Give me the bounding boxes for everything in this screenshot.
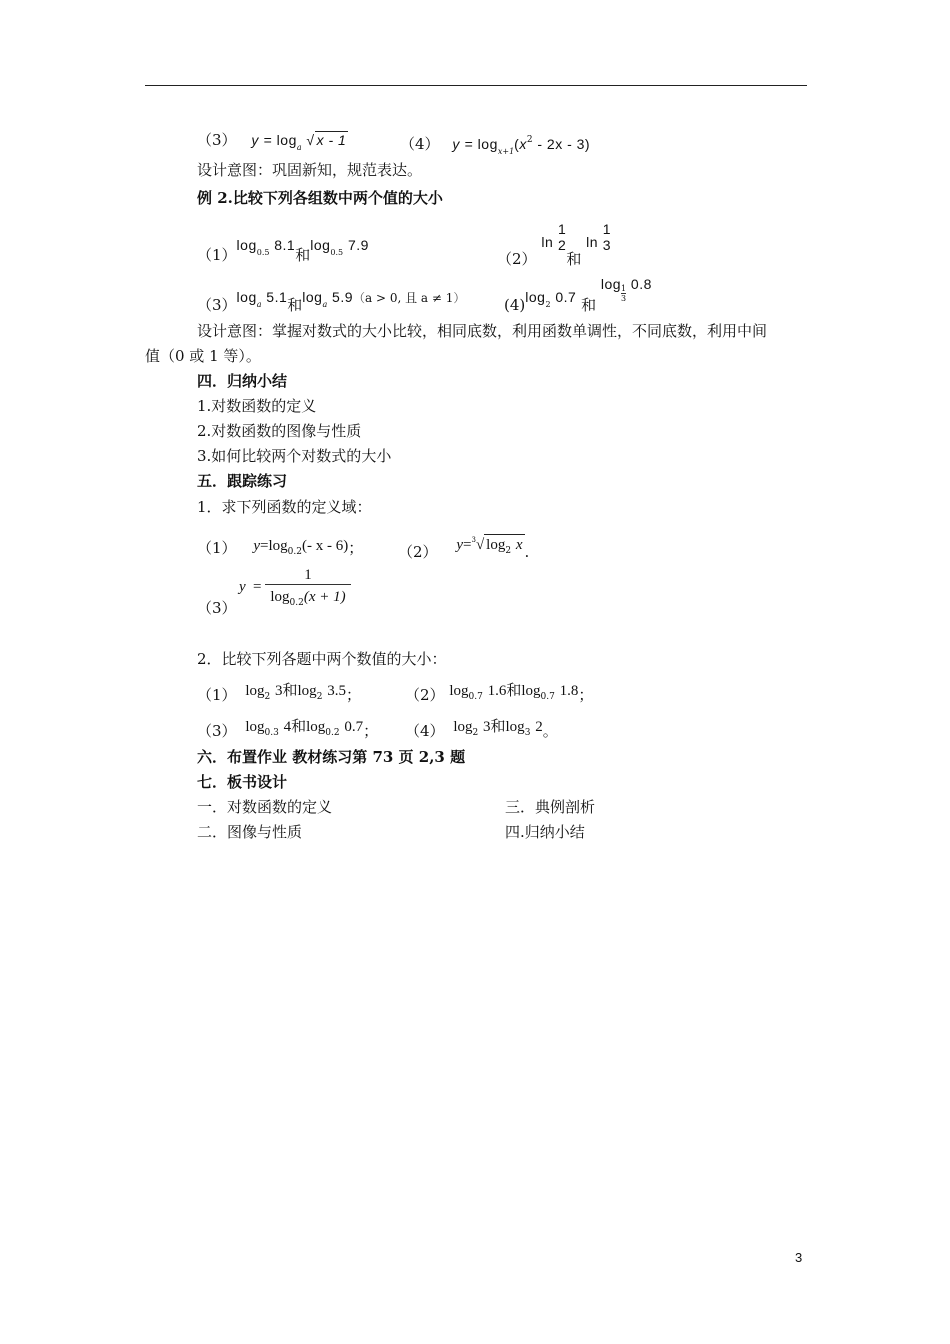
summary-item: 2.对数函数的图像与性质	[197, 422, 362, 440]
log-base: a	[296, 143, 302, 152]
var-y: y	[456, 537, 463, 553]
log-compare: 4和log	[283, 719, 326, 735]
sqrt-icon: √	[306, 132, 315, 148]
log-compare: 3和log	[275, 683, 317, 699]
item-label: （3）	[197, 599, 237, 617]
practice-p1-title: 1．求下列函数的定义域：	[197, 498, 372, 516]
var-y: y	[239, 579, 246, 595]
ln-text: ln	[541, 233, 554, 250]
separator: ；	[345, 686, 361, 704]
practice-p2-2	[405, 680, 593, 707]
sqrt-icon: √	[475, 537, 485, 553]
log-compare: 1.6和log	[487, 683, 541, 699]
log-value: 2	[535, 719, 543, 735]
page-number: 3	[795, 1250, 803, 1265]
denominator: 2	[558, 237, 567, 253]
ex2-q3	[197, 287, 465, 315]
item-label: （4）	[405, 722, 445, 740]
log-base: 0.7	[540, 692, 555, 702]
log-text: log	[236, 289, 257, 305]
fraction	[265, 566, 351, 614]
log-text: log	[236, 237, 257, 253]
log-text: log	[270, 589, 290, 605]
condition: a > 0, 且 a ≠ 1	[365, 291, 454, 305]
separator: ；	[363, 722, 379, 740]
board-cell: 三．典例剖析	[505, 798, 596, 816]
log-base: 3	[524, 728, 531, 738]
log-base: 2	[545, 300, 551, 309]
log-text: log	[525, 289, 546, 305]
log-text: log	[486, 537, 506, 553]
log-text: = log	[464, 136, 498, 152]
ex2-q4	[504, 274, 652, 314]
and-word: 和	[566, 249, 582, 268]
ln-text: ln	[586, 233, 599, 250]
separator: ；	[578, 686, 594, 704]
log-base-fraction	[621, 284, 626, 303]
log-base: a	[322, 300, 328, 309]
board-title: 七．板书设计	[197, 773, 288, 791]
item-label: （2）	[405, 686, 445, 704]
fraction	[558, 222, 566, 253]
log-text: log	[449, 683, 469, 699]
log-text: = log	[263, 132, 297, 148]
var-y: y	[253, 538, 260, 554]
ex2-intent-line1: 设计意图：掌握对数式的大小比较，相同底数，利用函数单调性，不同底数，利用中间	[197, 322, 768, 340]
and-word: 和	[295, 246, 311, 264]
log-base: 0.7	[468, 692, 483, 702]
numerator: 1	[602, 221, 612, 237]
log-text: log	[453, 719, 473, 735]
period: .	[524, 543, 530, 561]
log-base: 2	[505, 546, 512, 556]
equals: =	[463, 537, 472, 553]
log-value: 5.9	[332, 289, 353, 305]
root-index: 3	[471, 536, 476, 544]
separator: 。	[542, 722, 558, 740]
log-value: 0.8	[630, 276, 652, 292]
denominator	[265, 584, 351, 614]
practice-p2-title: 2．比较下列各题中两个数值的大小：	[197, 650, 447, 668]
log-base: 0.2	[289, 598, 304, 608]
denominator: 3	[621, 294, 627, 303]
log-base: 0.5	[330, 248, 344, 257]
summary-item: 3.如何比较两个对数式的大小	[197, 447, 392, 465]
log-base: 0.2	[287, 547, 302, 557]
log-text: log	[310, 237, 331, 253]
log-value: 1.8	[559, 683, 579, 699]
item-label: （3）	[197, 296, 237, 314]
item-label: （1）	[197, 686, 237, 704]
item-label: （1）	[197, 539, 237, 557]
var-x: x	[515, 537, 523, 553]
log-text: log	[302, 289, 323, 305]
item-label: （2）	[398, 543, 438, 561]
ex2-q2	[497, 221, 612, 268]
practice-p1-1	[197, 535, 363, 562]
and-word: 和	[287, 296, 303, 314]
exponent: 2	[526, 135, 533, 145]
separator: ；	[348, 539, 364, 557]
expr-rest: - 2x - 3)	[537, 136, 591, 152]
and-word: 和	[581, 296, 597, 314]
var-y: y	[452, 136, 460, 152]
board-cell: 一．对数函数的定义	[197, 798, 333, 816]
log-value: 5.1	[266, 289, 288, 305]
paren: (	[514, 136, 520, 152]
log-value: 0.7	[555, 289, 577, 305]
log-text: log	[600, 276, 622, 292]
practice-p2-4	[405, 716, 558, 743]
var-x: x	[519, 136, 527, 152]
log-base: x+1	[497, 147, 515, 156]
practice-p2-3	[197, 716, 378, 743]
numerator: 1	[621, 284, 627, 293]
log-base: a	[256, 300, 262, 309]
log-base: 2	[316, 692, 323, 702]
item-label: （1）	[197, 246, 237, 264]
log-text: log	[245, 683, 265, 699]
practice-p1-2	[398, 530, 529, 561]
fraction	[603, 222, 611, 253]
summary-item: 1.对数函数的定义	[197, 397, 317, 415]
equals: =	[253, 579, 262, 595]
log-value: 0.7	[344, 719, 364, 735]
ex2-q1	[197, 235, 369, 263]
log-base: 0.2	[325, 728, 340, 738]
item-label: （3）	[197, 131, 237, 149]
var-y: y	[251, 132, 259, 148]
log-base: 2	[472, 728, 479, 738]
board-cell: 二．图像与性质	[197, 823, 303, 841]
log-argument: (x + 1)	[303, 589, 346, 605]
homework: 六．布置作业 教材练习第 73 页 2,3 题	[197, 748, 466, 766]
paren: （	[353, 291, 366, 305]
radicand: x - 1	[316, 132, 347, 148]
log-base: 0.3	[264, 728, 279, 738]
board-cell: 四.归纳小结	[505, 823, 585, 841]
log-value: 8.1	[274, 237, 296, 253]
log-text: log	[245, 719, 265, 735]
item-label: （2）	[497, 249, 537, 268]
log-text: =log	[260, 538, 288, 554]
item-label: （4）	[400, 135, 440, 153]
log-base: 0.5	[256, 248, 270, 257]
summary-title: 四．归纳小结	[197, 372, 288, 390]
log-value: 3.5	[327, 683, 346, 699]
ex1-item4	[400, 130, 590, 162]
paren: ）	[453, 291, 466, 305]
item-label: （3）	[197, 722, 237, 740]
ex2-title: 例 2.比较下列各组数中两个值的大小	[197, 189, 443, 207]
log-base: 2	[264, 692, 271, 702]
denominator: 3	[602, 237, 612, 253]
item-label: (4)	[504, 296, 526, 314]
ex1-item3	[197, 130, 348, 158]
numerator: 1	[558, 221, 567, 237]
header-rule	[145, 85, 807, 86]
ex2-intent-line2: 值（0 或 1 等）。	[145, 347, 261, 365]
log-argument: (- x - 6)	[301, 538, 349, 554]
numerator: 1	[304, 567, 312, 583]
log-compare: 3和log	[483, 719, 525, 735]
practice-p2-1	[197, 680, 361, 707]
ex1-intent: 设计意图：巩固新知，规范表达。	[197, 161, 423, 179]
log-value: 7.9	[347, 237, 369, 253]
practice-title: 五．跟踪练习	[197, 472, 288, 490]
